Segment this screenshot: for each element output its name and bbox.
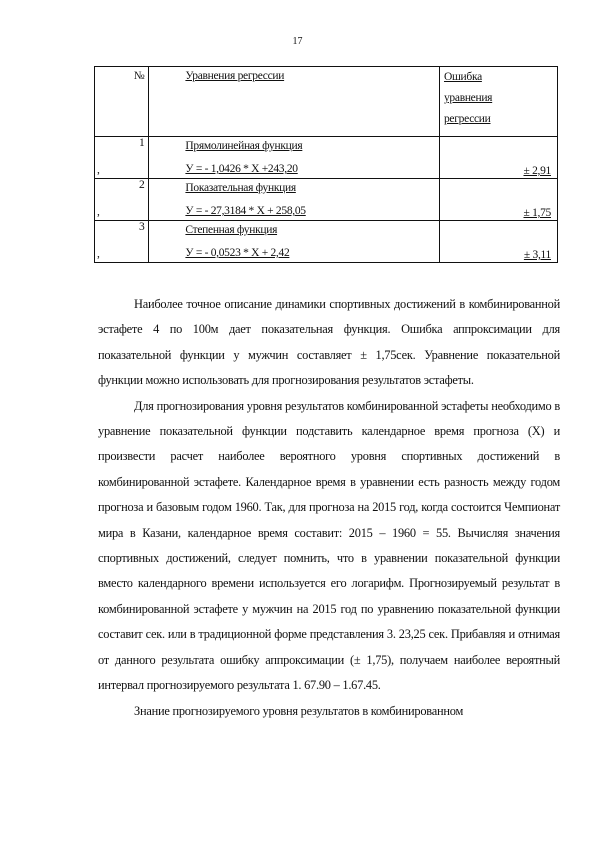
header-equation: Уравнения регрессии bbox=[149, 67, 440, 137]
row-comma: , bbox=[97, 248, 100, 260]
row-num-cell bbox=[95, 137, 149, 179]
page-number: 17 bbox=[292, 36, 303, 47]
function-formula: У = - 27,3184 * Х + 258,05 bbox=[185, 205, 306, 217]
header-num: № bbox=[95, 67, 149, 137]
row-error: ± 1,75 bbox=[523, 207, 551, 219]
row-comma: , bbox=[97, 206, 100, 218]
row-error-cell bbox=[439, 221, 557, 263]
table-row bbox=[95, 221, 558, 263]
header-error bbox=[439, 67, 557, 137]
function-name: Прямолинейная функция bbox=[185, 140, 303, 152]
header-error-line-2: уравнения bbox=[443, 92, 493, 104]
header-error-line-1: Ошибка bbox=[443, 71, 482, 83]
row-num: 1 bbox=[138, 137, 145, 149]
paragraph: Для прогнозирования уровня результатов комбинированной эстафеты необходимо в уравнение показательной функции подставить календарное время прогноза (Х) и произвести расчет наиболее вероятного уровня спортивных достижений в комбинированной эстафете. Календарное время в уравнении есть разность между годом прогноза и базовым годом 1960. Так, для прогноза на 2015 год, когда состоится Чемпионат мира в Казани, календарное время составит: 2015 – 1960 = 55. Вычисляя значения спортивных достижений, следует помнить, что в уравнении показательной функции вместо календарного времени используется его логарифм. Прогнозируемый результат в комбинированной эстафете у мужчин на 2015 год по уравнению показательной функции составит сек. или в традиционной форме представления 3. 23,25 сек. Прибавляя и отнимая от данного результата ошибку аппроксимации (± 1,75), получаем наиболее вероятный интервал прогнозируемого результата 1. 67.90 – 1.67.45. bbox=[98, 398, 560, 693]
row-error: ± 3,11 bbox=[523, 249, 551, 261]
paragraph: Наиболее точное описание динамики спортивных достижений в комбинированной эстафете 4 по 100м дает показательная функция. Ошибка аппроксимации для показательной функции у мужчин составляет ± 1,75сек. Уравнение показательной функции можно использовать для прогнозирования результатов эстафеты. bbox=[98, 297, 560, 388]
row-error: ± 2,91 bbox=[523, 165, 551, 177]
row-equation-cell bbox=[149, 221, 440, 263]
function-name: Показательная функция bbox=[185, 182, 296, 194]
header-error-line-3: регрессии bbox=[443, 113, 491, 125]
paragraph: Знание прогнозируемого уровня результатов в комбинированном bbox=[134, 703, 464, 718]
body-text bbox=[98, 292, 560, 724]
regression-table bbox=[94, 66, 558, 263]
table-header-row bbox=[95, 67, 558, 137]
row-equation-cell bbox=[149, 179, 440, 221]
row-num: 2 bbox=[138, 179, 145, 191]
function-formula: У = - 1,0426 * Х +243,20 bbox=[185, 163, 298, 175]
row-num-cell bbox=[95, 221, 149, 263]
row-error-cell bbox=[439, 179, 557, 221]
row-num-cell bbox=[95, 179, 149, 221]
row-equation-cell bbox=[149, 137, 440, 179]
row-comma: , bbox=[97, 164, 100, 176]
table-row bbox=[95, 137, 558, 179]
function-formula: У = - 0,0523 * Х + 2,42 bbox=[185, 247, 290, 259]
function-name: Степенная функция bbox=[185, 224, 278, 236]
table-row bbox=[95, 179, 558, 221]
row-num: 3 bbox=[138, 221, 145, 233]
row-error-cell bbox=[439, 137, 557, 179]
